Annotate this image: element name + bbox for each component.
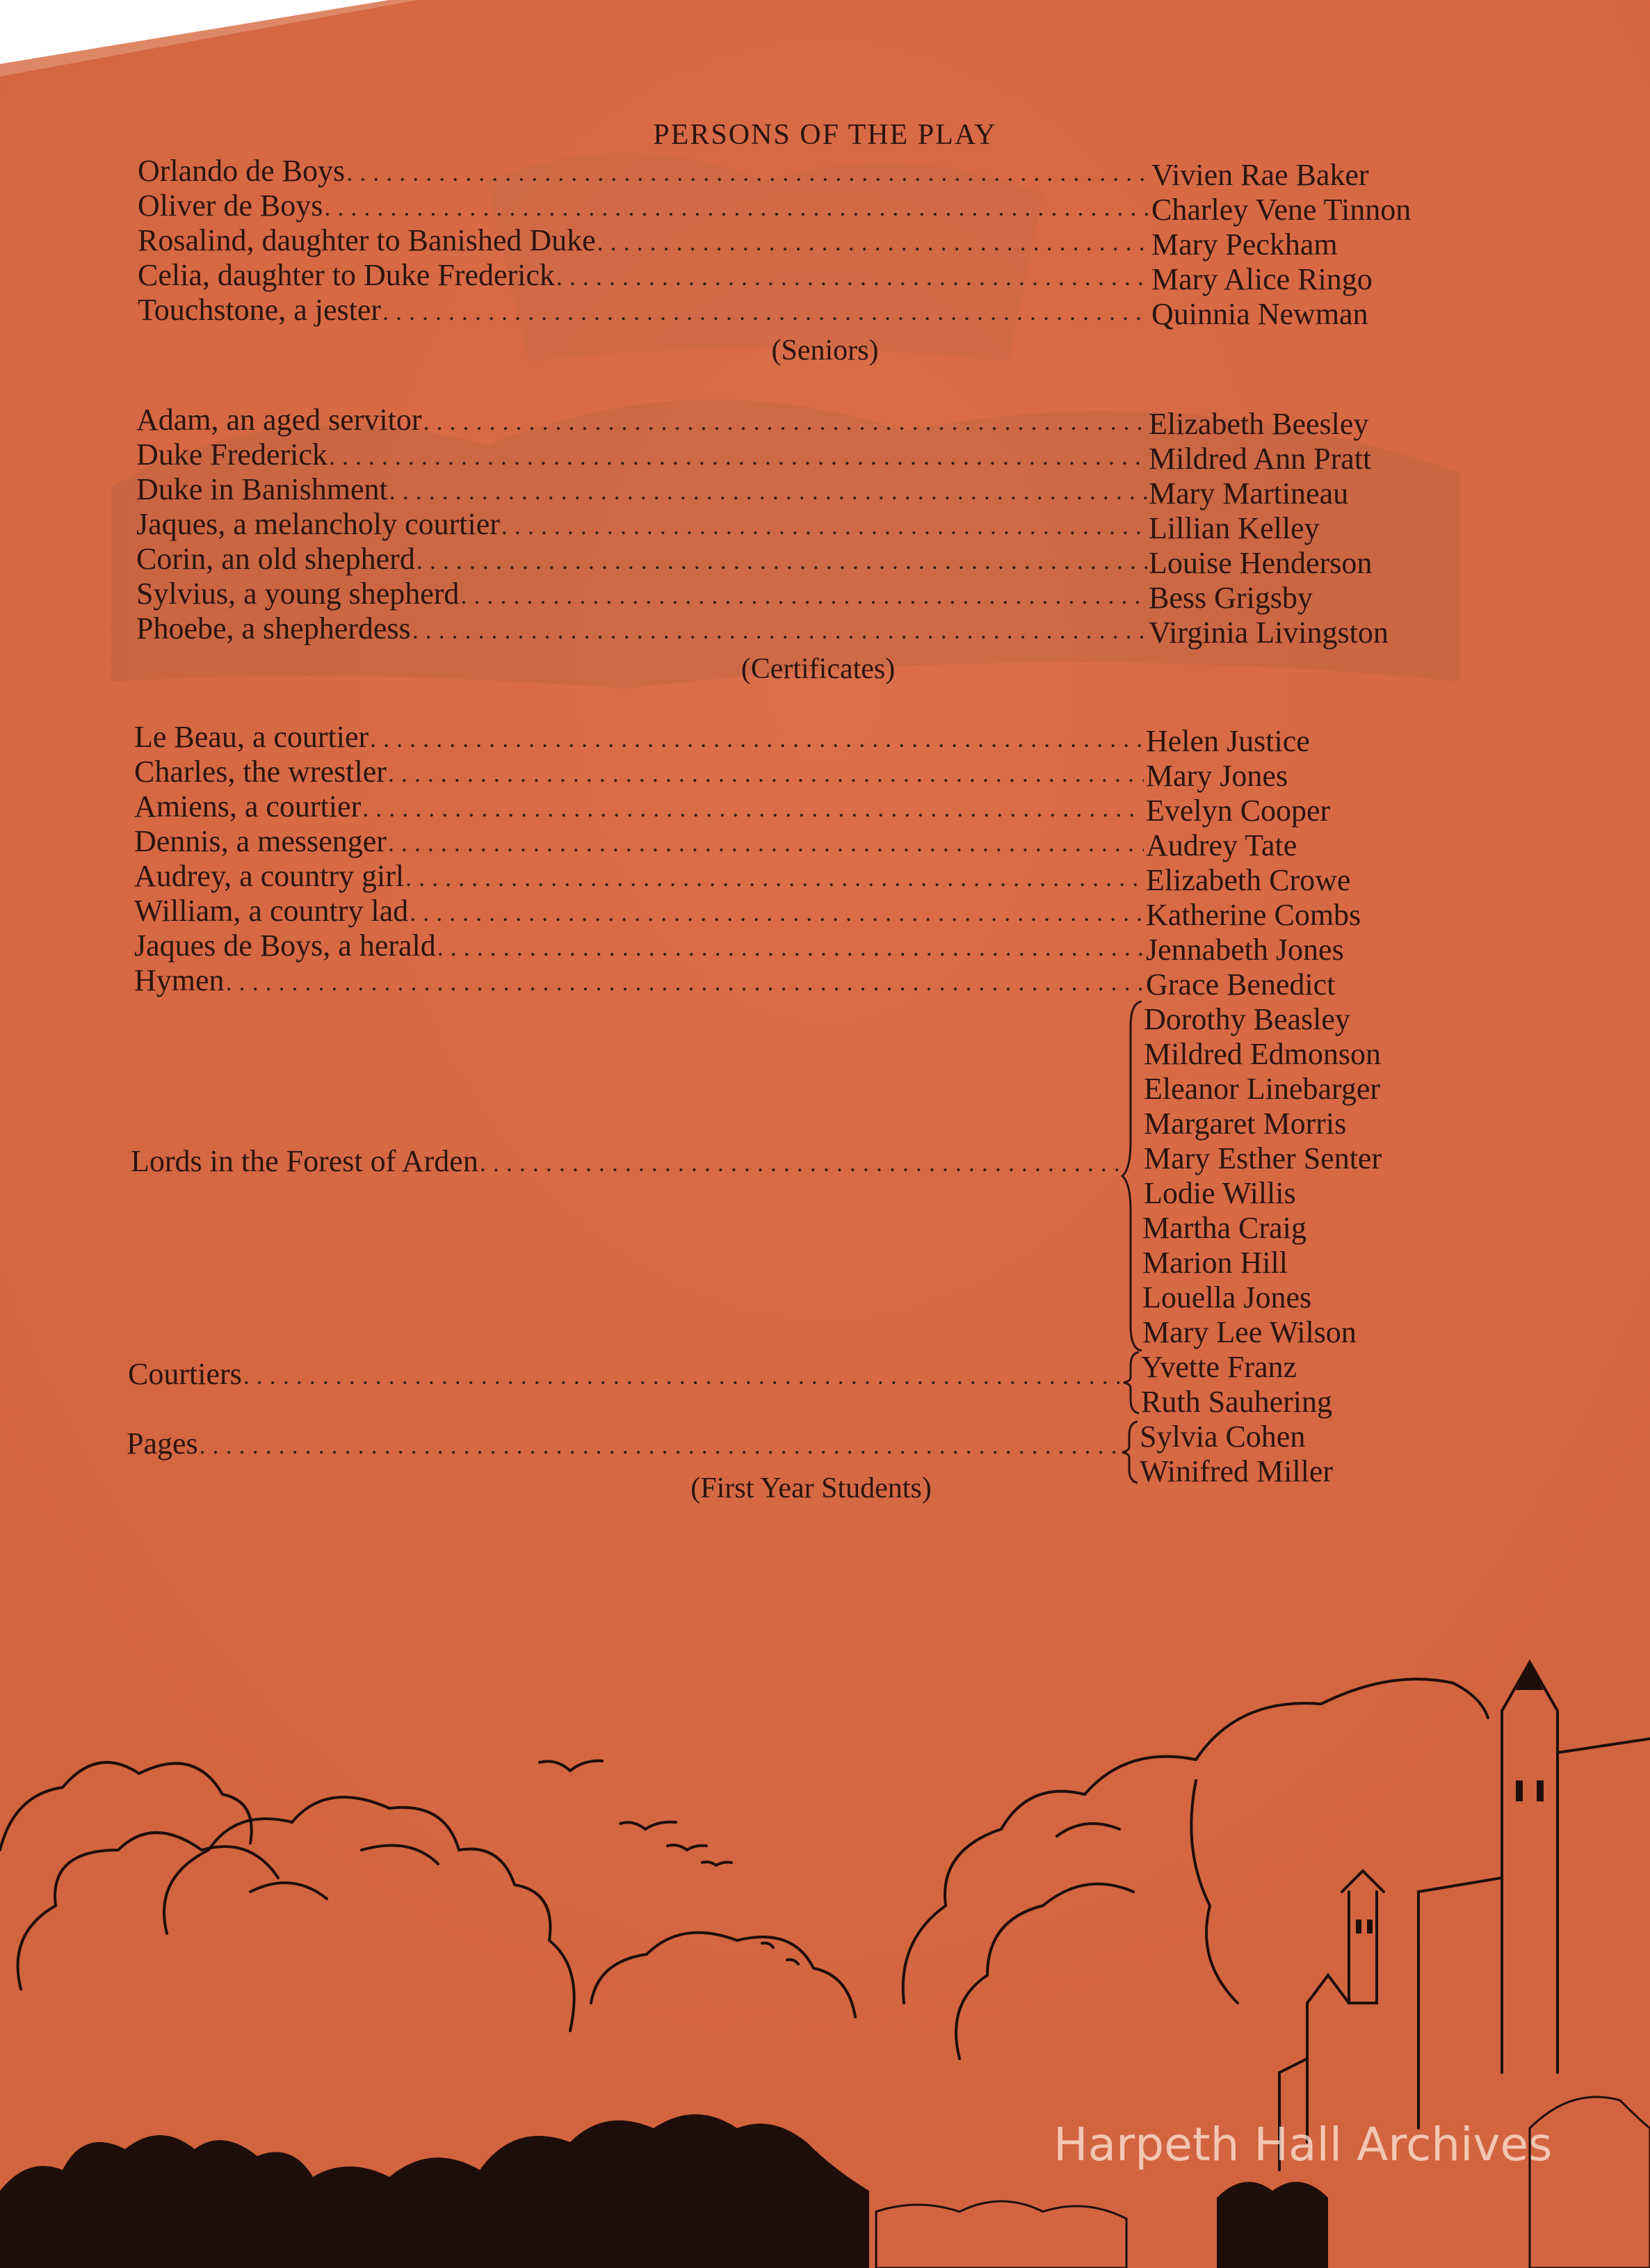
role-name: Sylvius, a young shepherd — [136, 577, 460, 611]
actor-name: Mary Martineau — [1149, 476, 1349, 510]
leader-dots — [243, 1361, 1121, 1390]
role-name: Charles, the wrestler — [134, 755, 387, 789]
cast-row — [136, 437, 1149, 472]
leader-dots — [556, 262, 1150, 291]
leader-dots — [410, 898, 1144, 927]
leader-dots — [412, 616, 1147, 645]
castle-landscape-illustration — [0, 1641, 1650, 2268]
role-name: Courtiers — [128, 1357, 242, 1391]
leader-dots — [346, 158, 1150, 187]
cast-row — [134, 789, 1145, 823]
leader-dots — [423, 407, 1147, 436]
leader-dots — [437, 933, 1144, 962]
cast-row — [136, 472, 1149, 506]
role-name: Audrey, a country girl — [134, 859, 405, 893]
role-name: Jaques, a melancholy courtier — [136, 507, 500, 541]
role-name: Jaques de Boys, a herald — [134, 928, 436, 963]
actor-name: Lillian Kelley — [1149, 511, 1320, 545]
actor-name: Audrey Tate — [1146, 828, 1297, 862]
leader-dots — [460, 581, 1147, 610]
actor-name: Vivien Rae Baker — [1151, 158, 1369, 192]
leader-dots — [389, 476, 1147, 506]
actor-name: Lodie Willis — [1144, 1176, 1296, 1210]
role-name: Corin, an old shepherd — [136, 542, 415, 576]
role-name: Phoebe, a shepherdess — [136, 611, 411, 645]
cast-row — [136, 402, 1149, 437]
leader-dots — [200, 1431, 1119, 1460]
actor-name: Marion Hill — [1142, 1246, 1288, 1280]
actor-name: Mary Jones — [1146, 759, 1288, 793]
role-name: Rosalind, daughter to Banished Duke — [138, 223, 596, 257]
leader-dots — [501, 511, 1147, 540]
leader-dots — [416, 546, 1147, 575]
ensemble-row — [131, 1143, 1119, 1178]
role-name: Oliver de Boys — [138, 188, 323, 223]
role-name: Dennis, a messenger — [134, 824, 387, 858]
group-label: (First Year Students) — [690, 1472, 932, 1504]
actor-name: Mildred Edmonson — [1144, 1037, 1381, 1071]
actor-name: Bess Grigsby — [1149, 581, 1313, 615]
role-name: William, a country lad — [134, 894, 409, 928]
actor-name: Mary Peckham — [1151, 227, 1338, 262]
actor-name: Charley Vene Tinnon — [1151, 193, 1412, 227]
role-name: Touchstone, a jester — [138, 293, 382, 327]
actor-name: Grace Benedict — [1146, 967, 1336, 1002]
actor-name: Mildred Ann Pratt — [1149, 442, 1372, 476]
group-label: (Seniors) — [771, 335, 879, 367]
leader-dots — [362, 794, 1144, 823]
ensemble-row — [127, 1426, 1121, 1461]
leader-dots — [370, 724, 1144, 753]
leader-dots — [388, 828, 1144, 858]
ensemble-row — [128, 1356, 1122, 1391]
cast-row — [138, 292, 1151, 327]
actor-name: Winifred Miller — [1140, 1454, 1334, 1488]
actor-name: Louella Jones — [1142, 1280, 1312, 1314]
leader-dots — [329, 442, 1147, 471]
role-name: Duke Frederick — [136, 437, 327, 472]
actor-name: Evelyn Cooper — [1146, 794, 1331, 828]
role-name: Le Beau, a courtier — [134, 720, 369, 754]
page-title: PERSONS OF THE PLAY — [653, 119, 997, 151]
actor-name: Helen Justice — [1146, 724, 1310, 758]
actor-name: Mary Lee Wilson — [1142, 1315, 1357, 1349]
leader-dots — [388, 759, 1144, 788]
leader-dots — [382, 297, 1150, 326]
actor-name: Margaret Morris — [1144, 1107, 1347, 1141]
actor-name: Quinnia Newman — [1151, 297, 1368, 331]
group-label: (Certificates) — [741, 653, 896, 685]
cast-row — [134, 823, 1145, 858]
actor-name: Sylvia Cohen — [1140, 1419, 1306, 1454]
actor-name: Jennabeth Jones — [1146, 933, 1344, 967]
role-name: Adam, an aged servitor — [136, 403, 422, 437]
actor-name: Elizabeth Beesley — [1149, 407, 1369, 441]
actor-name: Virginia Livingston — [1149, 616, 1389, 650]
leader-dots — [405, 863, 1144, 892]
leader-dots — [597, 227, 1150, 257]
leader-dots — [324, 193, 1150, 222]
brace-courtiers — [1122, 1349, 1142, 1416]
actor-name: Louise Henderson — [1149, 546, 1373, 580]
cast-row — [134, 928, 1145, 963]
role-name: Duke in Banishment — [136, 472, 388, 506]
cast-row — [136, 576, 1149, 611]
cast-row — [136, 541, 1149, 576]
leader-dots — [226, 967, 1144, 997]
cast-row — [138, 257, 1151, 292]
cast-row — [134, 719, 1145, 754]
archive-watermark: Harpeth Hall Archives — [1053, 2118, 1553, 2171]
cast-row — [134, 858, 1145, 893]
actor-name: Martha Craig — [1142, 1211, 1307, 1245]
cast-row — [138, 153, 1151, 188]
role-name: Orlando de Boys — [138, 154, 346, 188]
cast-row — [136, 506, 1149, 541]
actor-name: Ruth Sauhering — [1141, 1385, 1332, 1419]
leader-dots — [480, 1148, 1118, 1177]
cast-row — [134, 963, 1145, 997]
role-name: Lords in the Forest of Arden — [131, 1144, 478, 1178]
role-name: Pages — [127, 1426, 198, 1461]
cast-row — [138, 188, 1151, 223]
role-name: Hymen — [134, 963, 225, 997]
cast-row — [138, 223, 1151, 257]
actor-name: Mary Alice Ringo — [1151, 262, 1373, 296]
actor-name: Mary Esther Senter — [1144, 1141, 1382, 1175]
actor-name: Eleanor Linebarger — [1144, 1072, 1381, 1106]
actor-name: Dorothy Beasley — [1144, 1002, 1350, 1036]
role-name: Celia, daughter to Duke Frederick — [138, 258, 555, 292]
role-name: Amiens, a courtier — [134, 789, 362, 823]
cast-row — [134, 754, 1145, 789]
cast-row — [134, 893, 1145, 928]
actor-name: Yvette Franz — [1141, 1350, 1297, 1384]
actor-name: Katherine Combs — [1146, 898, 1361, 932]
actor-name: Elizabeth Crowe — [1146, 863, 1351, 897]
cast-row — [136, 611, 1149, 645]
